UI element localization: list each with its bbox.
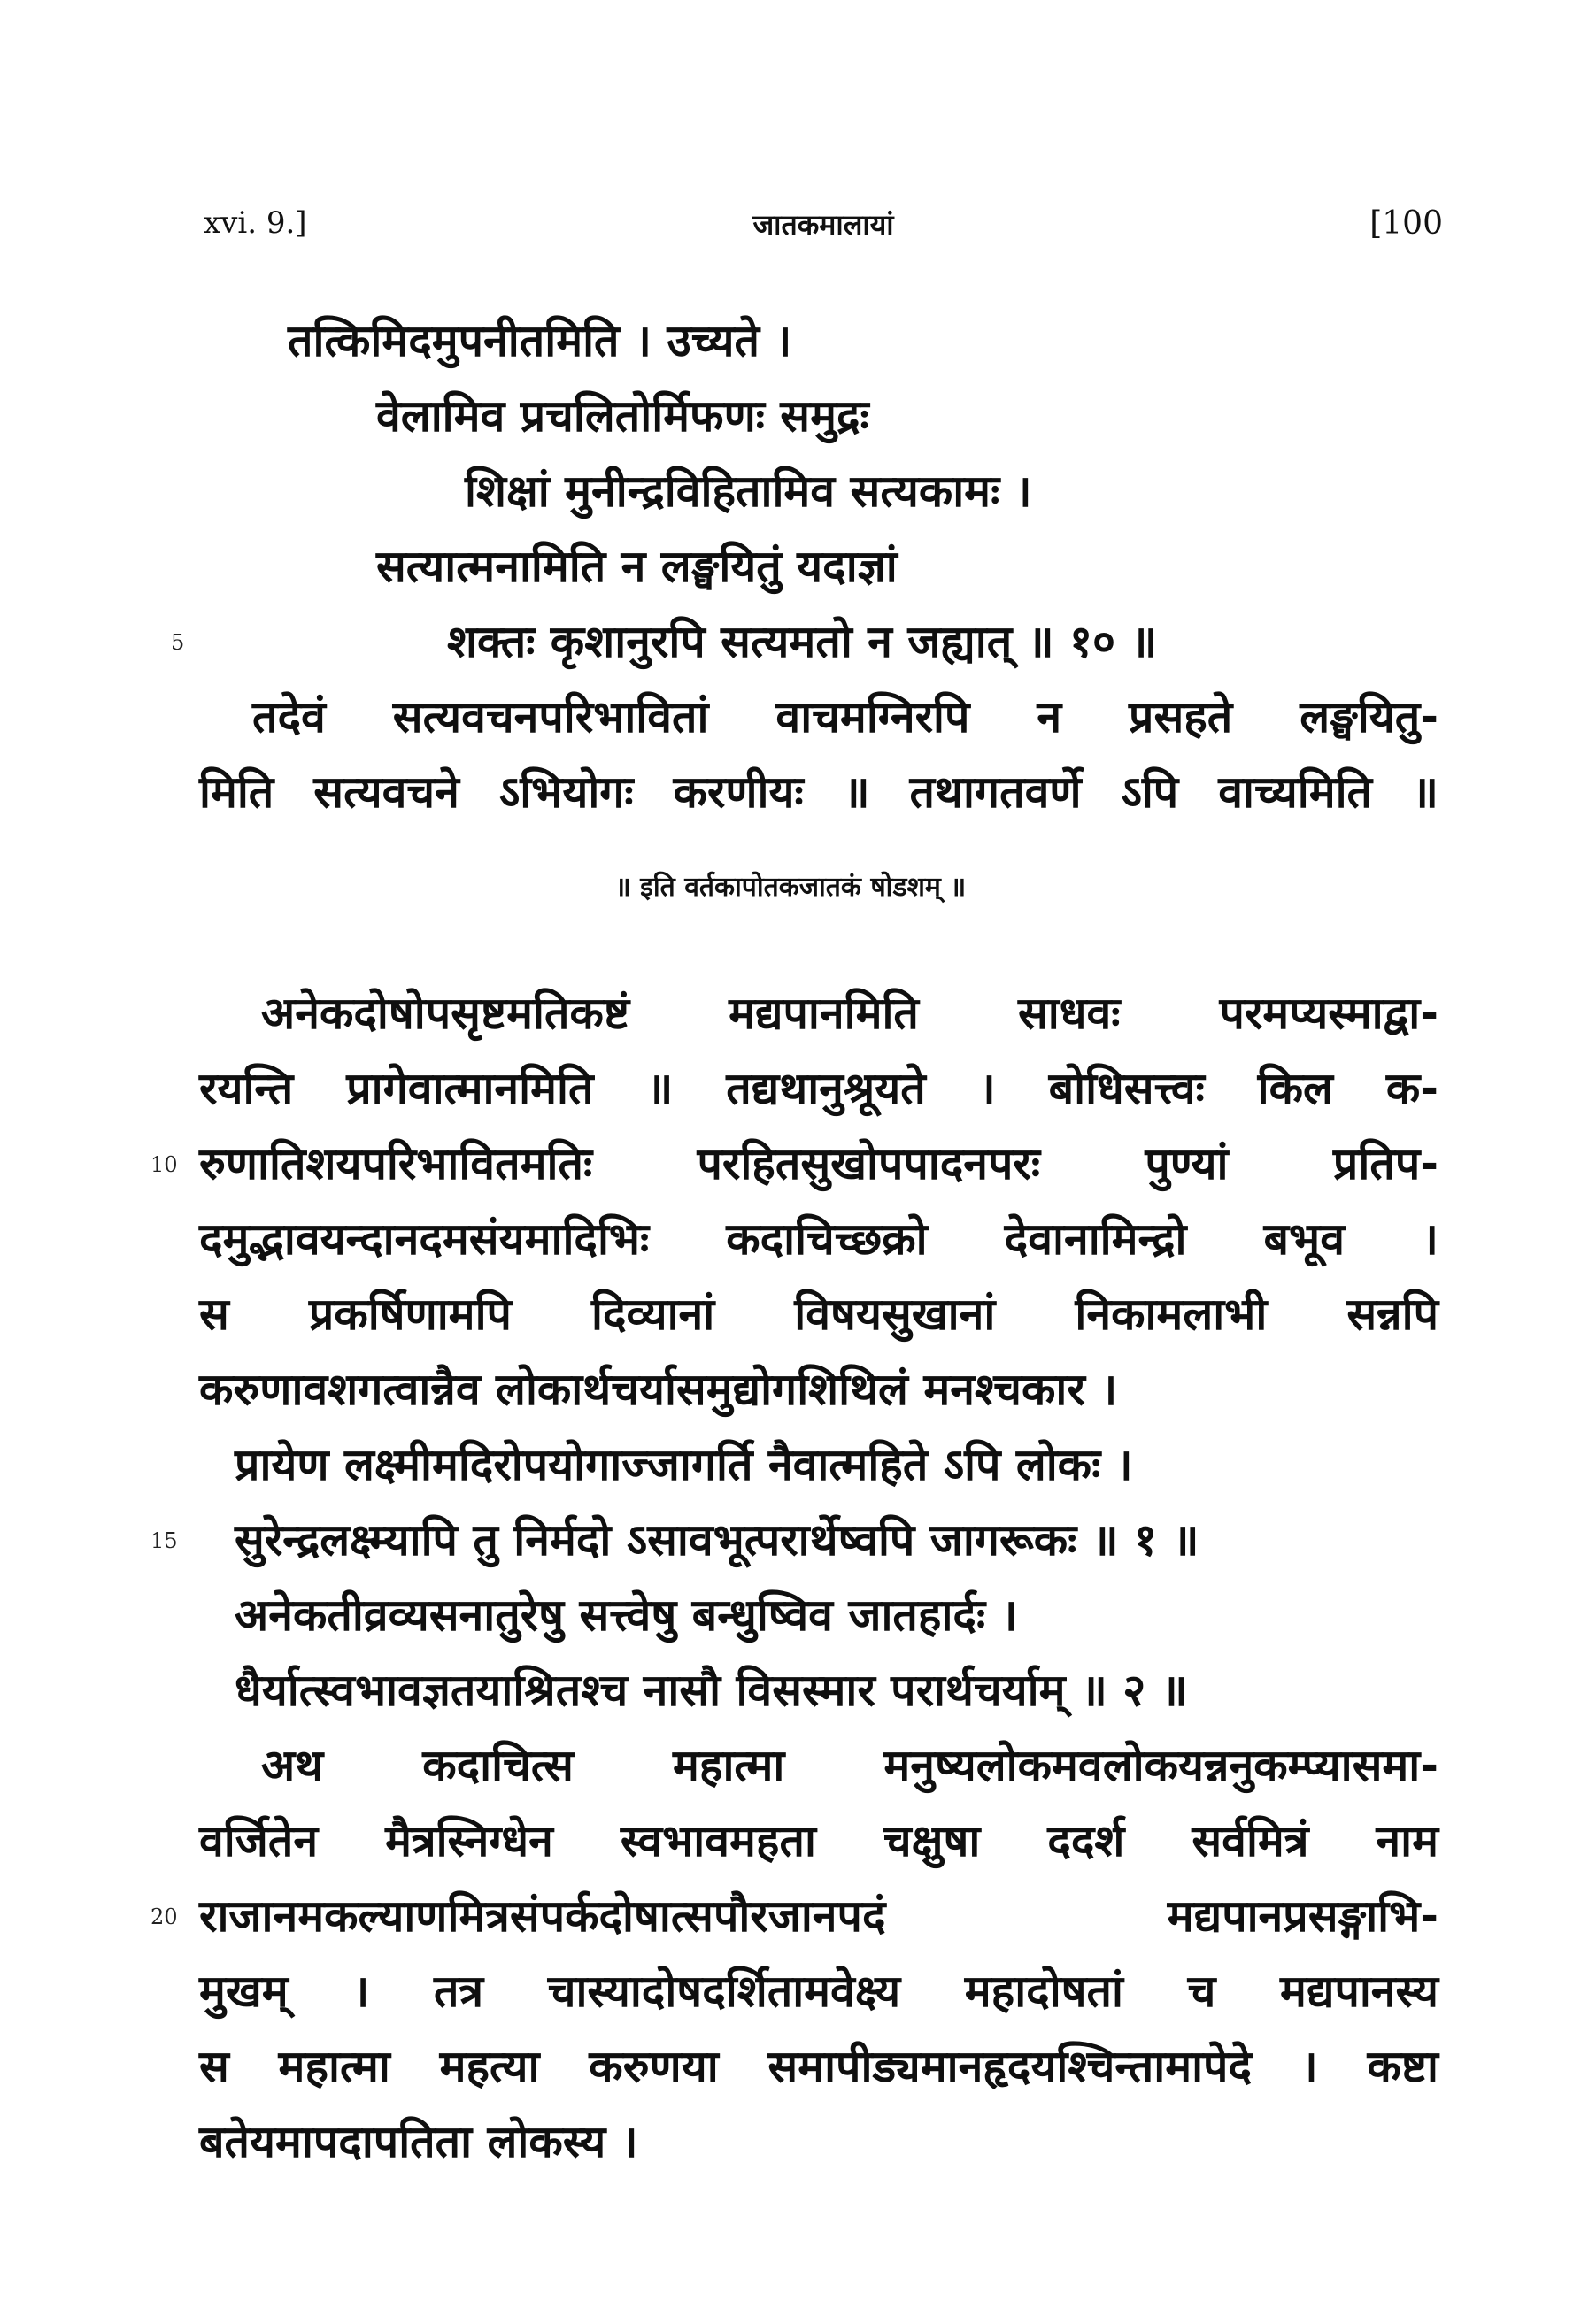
text-line: तत्किमिदमुपनीतमिति । उच्यते । bbox=[288, 315, 792, 366]
text-line: स प्रकर्षिणामपि दिव्यानां विषयसुखानां निकामलाभी सन्नपि bbox=[199, 1289, 1438, 1340]
running-header bbox=[204, 205, 1443, 250]
text-line: बतेयमापदापतिता लोकस्य । bbox=[199, 2116, 638, 2167]
text-line: वर्जितेन मैत्रस्निग्धेन स्वभावमहता चक्षुषा ददर्श सर्वमित्रं नाम bbox=[199, 1815, 1438, 1866]
header-book-title: जातकमालायां bbox=[752, 208, 894, 242]
text-line: करुणावशगत्वान्नैव लोकार्थचर्यासमुद्योगशिथिलं मनश्चकार । bbox=[199, 1364, 1118, 1415]
header-page-number: [100 bbox=[1369, 205, 1443, 242]
text-line: राजानमकल्याणमित्रसंपर्कदोषात्सपौरजानपदं मद्यपानप्रसङ्गाभि- bbox=[199, 1890, 1438, 1942]
chapter-colophon: ॥ इति वर्तकापोतकजातकं षोडशम् ॥ bbox=[614, 872, 967, 903]
line-number: 10 bbox=[150, 1152, 178, 1177]
text-line: मुखम् । तत्र चास्यादोषदर्शितामवेक्ष्य महादोषतां च मद्यपानस्य bbox=[199, 1966, 1438, 2017]
verse-line: शक्तः कृशानुरपि सत्यमतो न जह्यात् ॥ १० ॥ bbox=[447, 616, 1158, 667]
text-line: अथ कदाचित्स महात्मा मनुष्यलोकमवलोकयन्ननुकम्प्यासमा- bbox=[261, 1740, 1438, 1791]
text-line: दमुद्भावयन्दानदमसंयमादिभिः कदाचिच्छक्रो देवानामिन्द्रो बभूव । bbox=[199, 1213, 1438, 1265]
text-line: तदेवं सत्यवचनपरिभावितां वाचमग्निरपि न प्रसहते लङ्घयितु- bbox=[252, 691, 1438, 743]
verse-line: वेलामिव प्रचलितोर्मिफणः समुद्रः bbox=[376, 390, 869, 442]
verse-line: प्रायेण लक्ष्मीमदिरोपयोगाज्जागर्ति नैवात्महिते ऽपि लोकः । bbox=[235, 1439, 1133, 1490]
text-line: मिति सत्यवचने ऽभियोगः करणीयः ॥ तथागतवर्णे ऽपि वाच्यमिति ॥ bbox=[199, 766, 1438, 818]
text-line: रुणातिशयपरिभावितमतिः परहितसुखोपपादनपरः पुण्यां प्रतिप- bbox=[199, 1138, 1438, 1189]
verse-line: धैर्यात्स्वभावज्ञतयाश्रितश्च नासौ विसस्मार परार्थचर्याम् ॥ २ ॥ bbox=[235, 1665, 1188, 1716]
text-line: रयन्ति प्रागेवात्मानमिति ॥ तद्यथानुश्रूयते । बोधिसत्त्वः किल क- bbox=[199, 1063, 1438, 1114]
header-section-ref: xvi. 9.] bbox=[204, 205, 307, 241]
line-number: 15 bbox=[150, 1528, 178, 1553]
verse-line: सुरेन्द्रलक्ष्म्यापि तु निर्मदो ऽसावभूत्परार्थेष्वपि जागरूकः ॥ १ ॥ bbox=[235, 1514, 1199, 1566]
verse-line: अनेकतीव्रव्यसनातुरेषु सत्त्वेषु बन्धुष्विव जातहार्दः । bbox=[235, 1589, 1018, 1641]
line-number: 20 bbox=[150, 1905, 178, 1929]
line-number: 5 bbox=[171, 630, 185, 655]
verse-line: शिक्षां मुनीन्द्रविहितामिव सत्यकामः । bbox=[465, 466, 1032, 517]
verse-line: सत्यात्मनामिति न लङ्घयितुं यदाज्ञां bbox=[376, 541, 898, 592]
text-line: अनेकदोषोपसृष्टमतिकष्टं मद्यपानमिति साधवः परमप्यस्माद्वा- bbox=[261, 988, 1438, 1039]
text-line: स महात्मा महत्या करुणया समापीड्यमानहृदयश्चिन्तामापेदे । कष्टा bbox=[199, 2041, 1438, 2092]
